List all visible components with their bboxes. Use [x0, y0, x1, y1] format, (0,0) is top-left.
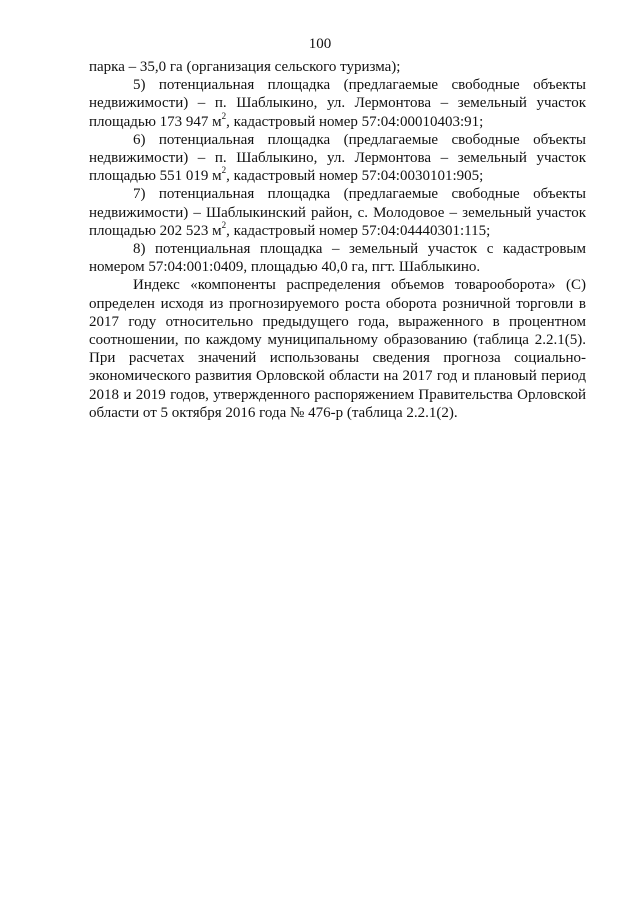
paragraph-item-8: 8) потенциальная площадка – земельный участок с кадастровым номером 57:04:001:0409, площадью 40,0 га, пгт. Шаблыкино.: [89, 241, 586, 276]
page-number: 100: [308, 36, 332, 52]
item-5-text: 5) потенциальная площадка (предлагаемые свободные объекты недвижимости) – п. Шаблыкино, ул. Лермонтова – земельный участок площадью 173 947 м: [89, 77, 586, 130]
item-7-superscript: 2: [221, 219, 227, 230]
item-7-cadastral: , кадастровый номер 57:04:04440301:115;: [226, 222, 491, 239]
paragraph-park: парка – 35,0 га (организация сельского туризма);: [89, 59, 401, 75]
item-5-cadastral: , кадастровый номер 57:04:00010403:91;: [226, 113, 484, 130]
item-6-cadastral: , кадастровый номер 57:04:0030101:905;: [226, 168, 484, 185]
paragraph-item-5: [89, 76, 586, 131]
body-text: [89, 58, 586, 422]
paragraph-index-c: Индекс «компоненты распределения объемов товарооборота» (С) определен исходя из прогнозируемого роста оборота розничной торговли в 2017 году относительно предыдущего года, выраженного в процентном соотношении, по каждому муниципальному образованию (таблица 2.2.1(5). При расчетах значений использованы сведения прогноза социально-экономического развития Орловской области на 2017 год и плановый период 2018 и 2019 годов, утвержденного распоряжением Правительства Орловской области от 5 октября 2016 года № 476-р (таблица 2.2.1(2).: [89, 277, 586, 421]
paragraph-item-6: [89, 131, 586, 186]
item-6-text: 6) потенциальная площадка (предлагаемые свободные объекты недвижимости) – п. Шаблыкино, ул. Лермонтова – земельный участок площадью 551 019 м: [89, 131, 586, 185]
paragraph-item-7: [89, 185, 586, 240]
item-5-superscript: 2: [221, 110, 227, 121]
item-6-superscript: 2: [221, 165, 227, 176]
item-7-text: 7) потенциальная площадка (предлагаемые свободные объекты недвижимости) – Шаблыкинский район, с. Молодовое – земельный участок площадью 202 523 м: [89, 186, 586, 239]
